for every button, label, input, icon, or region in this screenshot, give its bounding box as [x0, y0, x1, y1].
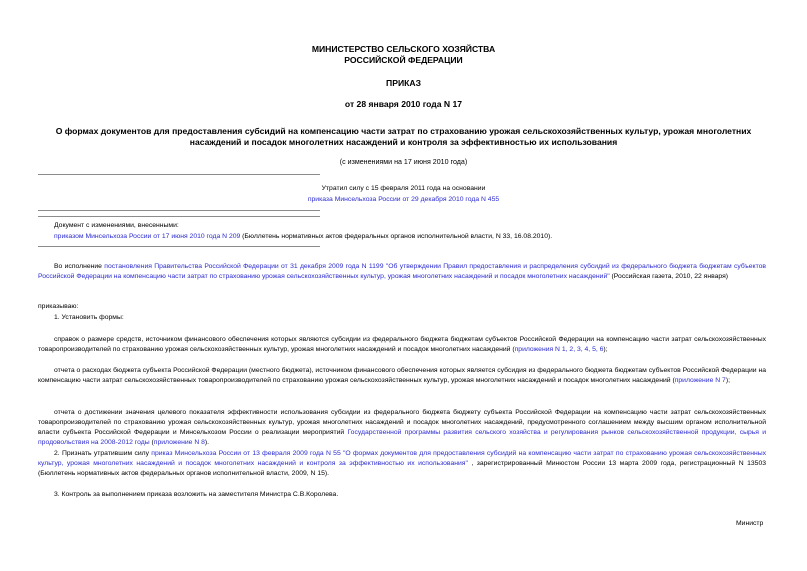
form-1-paragraph [38, 335, 766, 355]
order-item-1: 1. Установить формы: [54, 314, 124, 321]
form-3-text: отчета о достижении значения целевого показателя эффективности использования субсидии из федерального бюджета бюджету субъекта Российской Федерации на компенсацию части затрат сельскохозяйственных товаропроизводителей по страхованию урожая сельскохозяйственных культур, урожая многолетних насаждений и посадок многолетних насаждений, предусмотренного соглашением между высшим органом исполнительной власти субъекта Российской Федерации и Минсельхозом России о реализации мероприятий [38, 409, 766, 436]
item-2-text: 2. Признать утратившим силу [54, 450, 152, 457]
repealed-order-link[interactable]: приказ Минсельхоза России от 13 февраля 2009 года N 55 "О формах документов для предоставления субсидий на компенсацию части затрат по страхованию урожая сельскохозяйственных культур, урожая многолетних насаждений и посадок многолетних насаждений и контроля за эффективностью их использования" [38, 450, 766, 467]
void-notice-text: Утратил силу с 15 февраля 2011 года на основании [321, 185, 486, 192]
doc-date: от 28 января 2010 года N 17 [344, 99, 463, 109]
void-order-link[interactable]: приказа Минсельхоза России от 29 декабря 2010 года N 455 [307, 196, 500, 203]
order-item-3: 3. Контроль за выполнением приказа возложить на заместителя Министра С.В.Королева. [54, 491, 339, 498]
form-3-end: ). [204, 439, 210, 446]
form-2-text: отчета о расходах бюджета субъекта Российской Федерации (местного бюджета), источником финансового обеспечения которых является субсидия из федерального бюджета бюджетам субъектов Российской Федерации на компенсацию части затрат сельскохозяйственных товаропроизводителей по страхованию урожая сельскохозяйственных культур, урожая многолетних насаждений и посадок многолетних насаждений ( [38, 367, 766, 384]
divider [38, 246, 320, 247]
preamble-source: (Российская газета, 2010, 22 января) [609, 273, 729, 280]
divider [38, 210, 320, 211]
order-item-2 [38, 449, 766, 479]
amendment-order-link[interactable]: приказом Минсельхоза России от 17 июня 2010 года N 209 [54, 233, 241, 240]
doc-title-line-1: О формах документов для предоставления субсидий на компенсацию части затрат по страхованию урожая сельскохозяйственных культур, урожая многолетних [55, 126, 752, 136]
ministry-line-2: РОССИЙСКОЙ ФЕДЕРАЦИИ [344, 55, 463, 65]
void-notice-line [0, 195, 807, 205]
form-2-paragraph [38, 366, 766, 386]
appendix-1-6-link[interactable]: приложения N 1, 2, 3, 4, 5, 6 [514, 346, 604, 353]
doc-title-line-2: насаждений и посадок многолетних насаждений и контроля за эффективностью их использования [189, 137, 618, 147]
doc-type: ПРИКАЗ [386, 78, 421, 88]
order-command: приказываю: [38, 303, 79, 310]
divider [38, 216, 320, 217]
preamble-text: Во исполнение [54, 263, 105, 270]
form-3-mid: ( [149, 439, 154, 446]
form-2-end: ); [725, 377, 730, 384]
signature-role: Министр [736, 520, 764, 527]
government-decree-link[interactable]: постановления Правительства Российской Федерации от 31 декабря 2009 года N 1199 "Об утверждении Правил предоставления и распределения субсидий из федерального бюджета бюджетам субъектов Российской Федерации на компенсацию части затрат по страхованию урожая сельскохозяйственных культур, урожая многолетних насаждений и посадок многолетних насаждений" [38, 263, 766, 280]
state-program-link[interactable]: Государственной программы развития сельского хозяйства и регулирования рынков сельскохозяйственной продукции, сырья и продовольствия на 2008-2012 годы [38, 429, 767, 446]
form-3-paragraph [38, 408, 766, 448]
item-2-end: , зарегистрированный Минюстом России 13 марта 2009 года, регистрационный N 13503 (Бюллетень нормативных актов федеральных органов исполнительной власти, 2009, N 15). [38, 460, 767, 477]
changes-note: (с изменениями на 17 июня 2010 года) [339, 158, 468, 166]
form-1-text: справок о размере средств, источником финансового обеспечения которых являются субсидии из федерального бюджета бюджетам субъектов Российской Федерации на компенсацию части затрат сельскохозяйственных товаропроизводителей по страхованию урожая сельскохозяйственных культур, урожая многолетних насаждений и посадок многолетних насаждений ( [38, 336, 766, 353]
ministry-line-1: МИНИСТЕРСТВО СЕЛЬСКОГО ХОЗЯЙСТВА [311, 44, 496, 54]
preamble-paragraph [38, 262, 766, 282]
amendment-source: (Бюллетень нормативных актов федеральных органов исполнительной власти, N 33, 16.08.2010). [240, 233, 553, 240]
amendments-intro: Документ с изменениями, внесенными: [54, 222, 179, 229]
appendix-8-link[interactable]: приложение N 8 [153, 439, 205, 446]
form-1-end: ); [603, 346, 608, 353]
divider [38, 174, 320, 175]
amendments-line [54, 232, 774, 242]
appendix-7-link[interactable]: приложение N 7 [674, 377, 726, 384]
